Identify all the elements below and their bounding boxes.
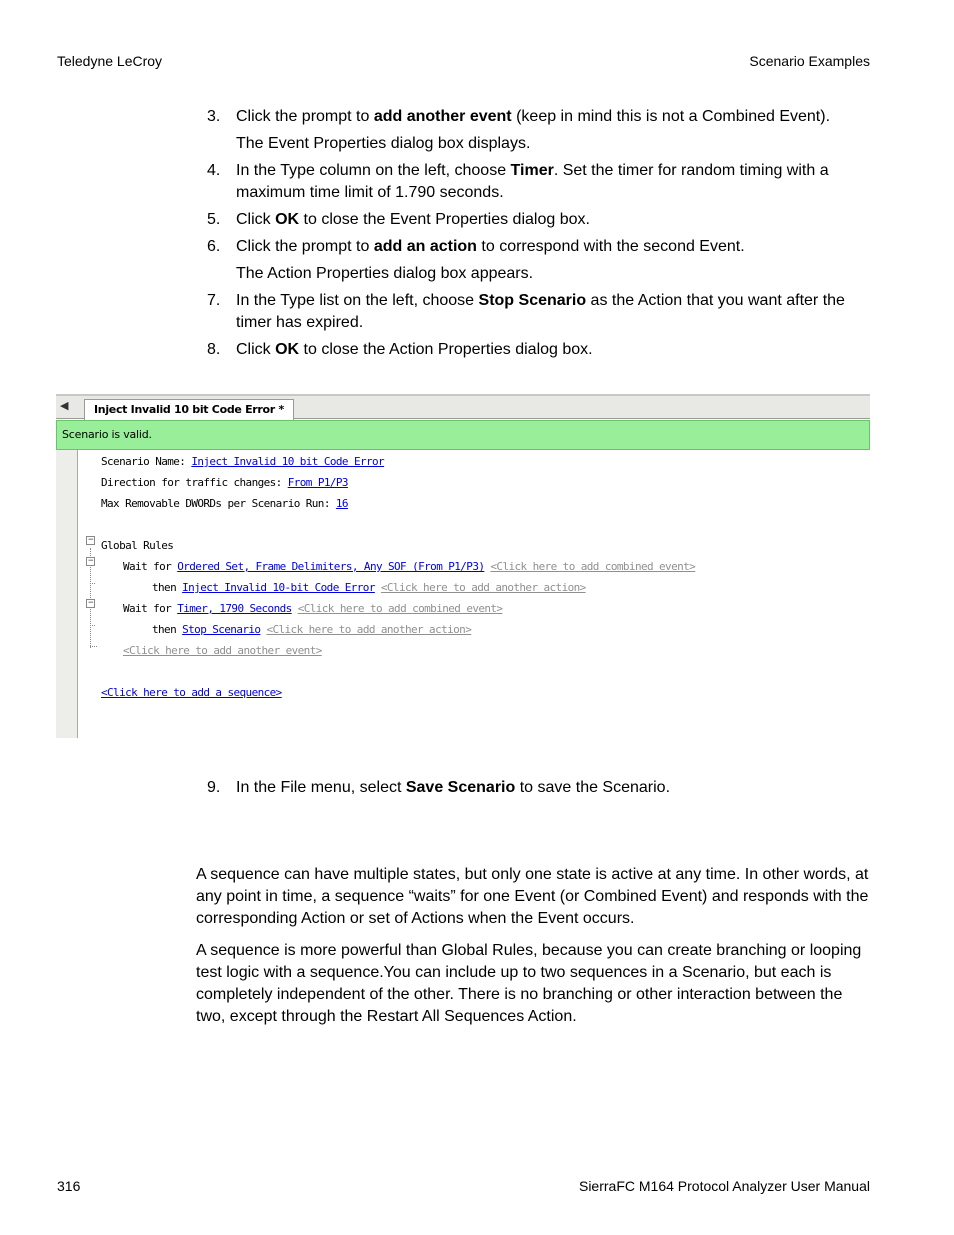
step-text: Click the prompt to add an action to correspond with the second Event.	[236, 238, 745, 255]
step-number: 4.	[207, 162, 221, 179]
step-result: The Action Properties dialog box appears.	[236, 265, 534, 282]
rule1-then-line: then Inject Invalid 10-bit Code Error <Click here to add another action>	[152, 581, 586, 594]
step-number: 8.	[207, 341, 221, 358]
rule1-wait-line: Wait for Ordered Set, Frame Delimiters, Any SOF (From P1/P3) <Click here to add combined event>	[123, 560, 696, 573]
validation-bar: Scenario is valid.	[56, 420, 870, 450]
scenario-name-line: Scenario Name: Inject Invalid 10 bit Code Error	[101, 455, 385, 468]
paragraph-sequence-states: A sequence can have multiple states, but only one state is active at any time. In other words, at any point in time, a sequence “waits” for one Event (or Combined Event) and responds with the corresponding Action or set of Actions when the Event occurs.	[196, 866, 869, 927]
direction-link[interactable]: From P1/P3	[287, 476, 348, 489]
step-5	[207, 209, 872, 231]
step-text: In the Type column on the left, choose Timer. Set the timer for random timing with a maximum time limit of 1.790 seconds.	[236, 162, 829, 201]
header-right: Scenario Examples	[749, 53, 870, 69]
scenario-code	[56, 450, 870, 738]
scenario-name-link[interactable]: Inject Invalid 10 bit Code Error	[191, 455, 385, 468]
step-number: 5.	[207, 211, 221, 228]
global-rules-line: Global Rules	[101, 539, 174, 552]
add-event-line	[123, 643, 322, 659]
step-number: 9.	[207, 779, 221, 796]
rule2-then-line: then Stop Scenario <Click here to add another action>	[152, 623, 472, 636]
collapse-rule2-icon[interactable]: −	[86, 599, 95, 608]
step-6	[207, 236, 872, 285]
step-9	[207, 777, 872, 799]
add-sequence-link[interactable]: <Click here to add a sequence>	[101, 686, 282, 699]
step-text: Click OK to close the Event Properties dialog box.	[236, 211, 590, 228]
step-number: 7.	[207, 292, 221, 309]
collapse-rule1-icon[interactable]: −	[86, 557, 95, 566]
add-sequence-line	[101, 685, 282, 701]
step-text: Click OK to close the Action Properties dialog box.	[236, 341, 593, 358]
step-text: In the Type list on the left, choose Stop Scenario as the Action that you want after the timer has expired.	[236, 292, 845, 331]
paragraph-sequence-power: A sequence is more powerful than Global Rules, because you can create branching or looping test logic with a sequence.You can include up to two sequences in a Scenario, but each is completely independent of the other. There is no branching or other interaction between the two, except through the Restart All Sequences Action.	[196, 942, 862, 1025]
direction-line: Direction for traffic changes: From P1/P3	[101, 476, 348, 489]
step-8	[207, 339, 872, 361]
step-number: 6.	[207, 238, 221, 255]
steps-list-continued	[207, 777, 872, 799]
steps-list	[207, 106, 872, 361]
header-left: Teledyne LeCroy	[57, 53, 163, 69]
step-result: The Event Properties dialog box displays.	[236, 135, 531, 152]
rule1-action-link[interactable]: Inject Invalid 10-bit Code Error	[182, 581, 375, 594]
step-7	[207, 290, 872, 334]
rule2-add-combined-event-link[interactable]: <Click here to add combined event>	[297, 602, 503, 615]
step-3	[207, 106, 872, 155]
rule2-event-link[interactable]: Timer, 1790 Seconds	[177, 602, 292, 615]
scenario-editor-screenshot	[56, 394, 870, 738]
add-another-event-link[interactable]: <Click here to add another event>	[123, 644, 322, 657]
rule2-wait-line: Wait for Timer, 1790 Seconds <Click here to add combined event>	[123, 602, 503, 615]
step-4	[207, 160, 872, 204]
rule1-add-action-link[interactable]: <Click here to add another action>	[380, 581, 586, 594]
collapse-global-rules-icon[interactable]: −	[86, 536, 95, 545]
tab-scroll-left-icon[interactable]: ◀	[60, 399, 69, 412]
rule1-event-link[interactable]: Ordered Set, Frame Delimiters, Any SOF (From P1/P3)	[177, 560, 485, 573]
step-number: 3.	[207, 108, 221, 125]
page-number: 316	[57, 1178, 81, 1194]
step-text: Click the prompt to add another event (keep in mind this is not a Combined Event).	[236, 108, 831, 125]
max-dwords-line: Max Removable DWORDs per Scenario Run: 16	[101, 497, 348, 510]
rule2-action-link[interactable]: Stop Scenario	[182, 623, 261, 636]
tab-scenario[interactable]: Inject Invalid 10 bit Code Error *	[84, 399, 294, 422]
step-text: In the File menu, select Save Scenario to save the Scenario.	[236, 779, 671, 796]
rule2-add-action-link[interactable]: <Click here to add another action>	[266, 623, 472, 636]
rule1-add-combined-event-link[interactable]: <Click here to add combined event>	[490, 560, 696, 573]
max-dwords-link[interactable]: 16	[335, 497, 348, 510]
tab-bar	[56, 394, 870, 419]
manual-title: SierraFC M164 Protocol Analyzer User Manual	[578, 1178, 870, 1194]
